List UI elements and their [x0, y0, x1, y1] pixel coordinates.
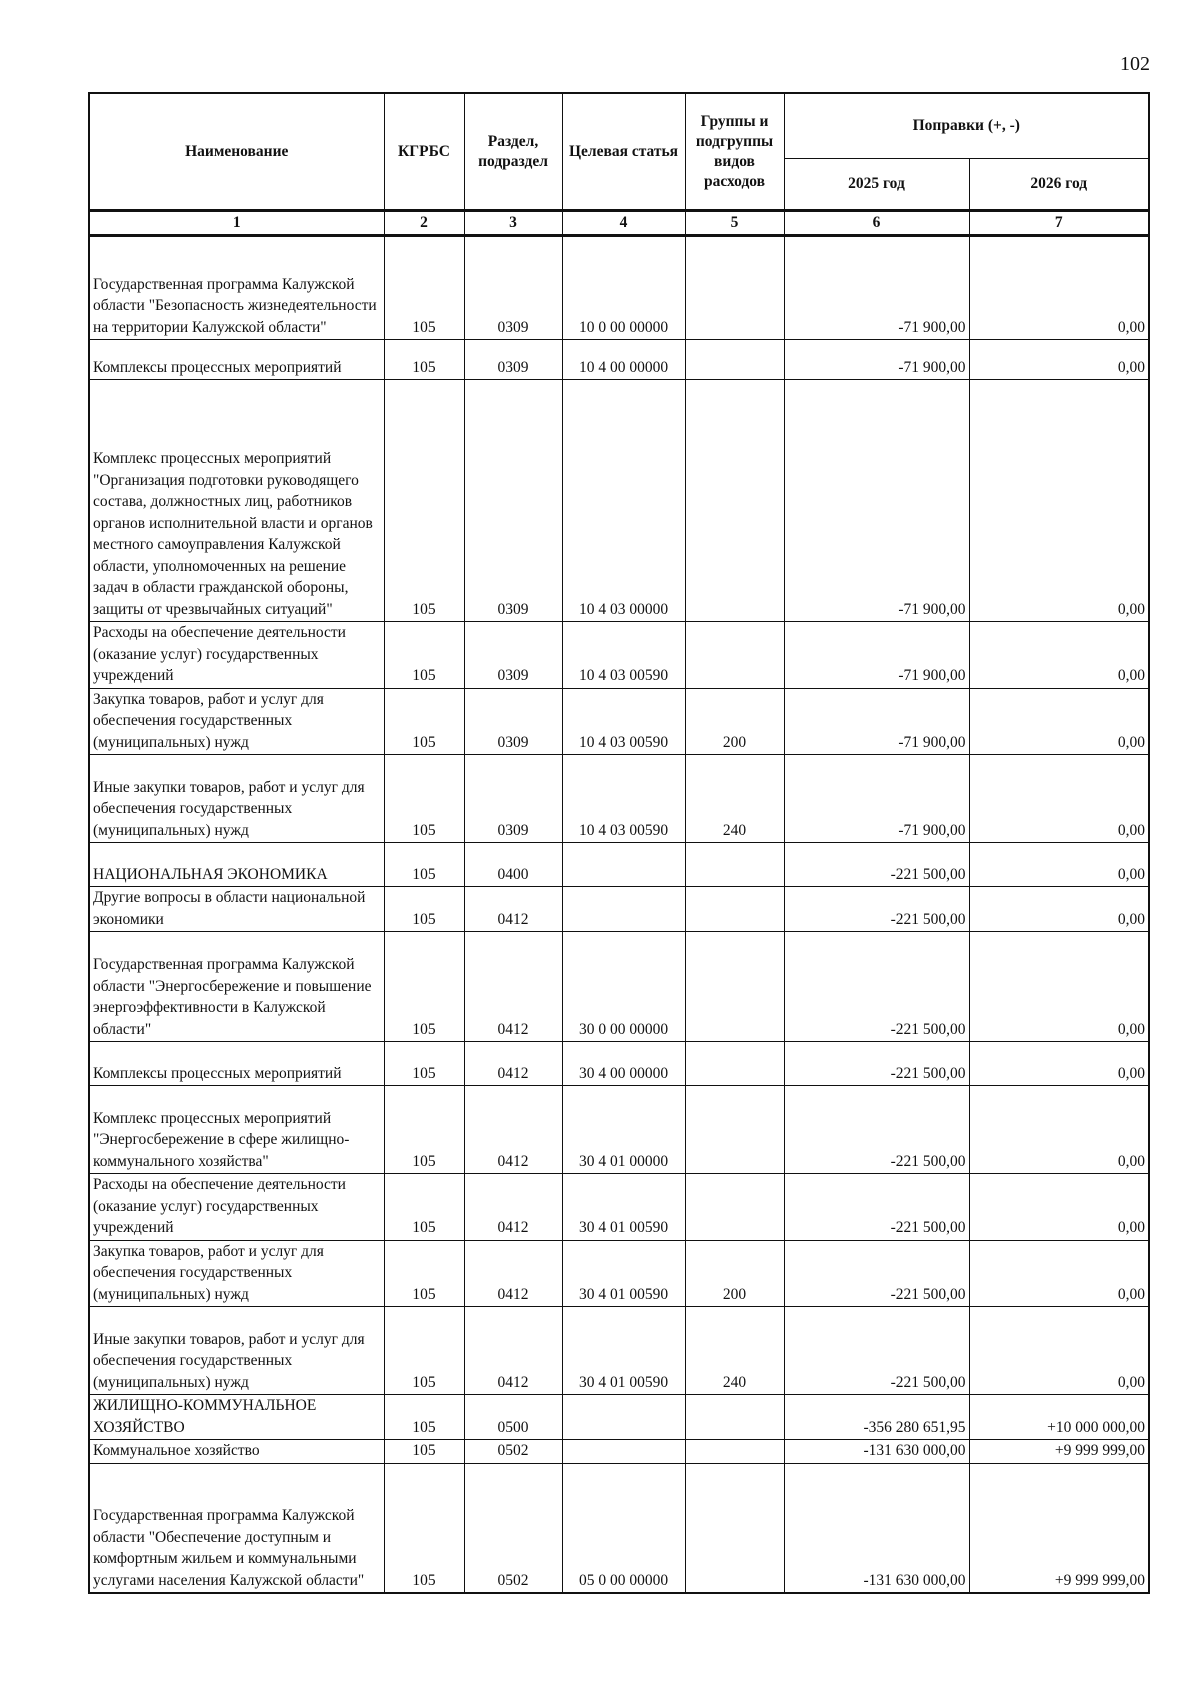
header-name: Наименование: [89, 93, 384, 211]
row-amount-2025: -356 280 651,95: [784, 1395, 969, 1440]
row-target: [562, 843, 685, 887]
row-target: 30 4 00 00000: [562, 1042, 685, 1086]
column-number: 4: [562, 211, 685, 236]
row-amount-2025: -221 500,00: [784, 1307, 969, 1395]
row-target: [562, 887, 685, 932]
table-row: [89, 1086, 1149, 1174]
table-row: [89, 755, 1149, 843]
row-amount-2025: -71 900,00: [784, 236, 969, 340]
row-target: 30 4 01 00590: [562, 1307, 685, 1395]
table-row: [89, 380, 1149, 622]
row-section: 0309: [464, 236, 562, 340]
row-name: Иные закупки товаров, работ и услуг для обеспечения государственных (муниципальных) нужд: [89, 1307, 384, 1395]
row-kgrbs: 105: [384, 1042, 464, 1086]
row-group: [685, 622, 784, 689]
table-row: [89, 1440, 1149, 1464]
header-amendments: Поправки (+, -): [784, 93, 1149, 159]
row-target: 05 0 00 00000: [562, 1463, 685, 1593]
row-amount-2025: -71 900,00: [784, 688, 969, 755]
row-group: 200: [685, 688, 784, 755]
row-amount-2025: -71 900,00: [784, 622, 969, 689]
row-section: 0412: [464, 932, 562, 1042]
row-name: Закупка товаров, работ и услуг для обеспечения государственных (муниципальных) нужд: [89, 1240, 384, 1307]
header-groups: Группы и подгруппы видов расходов: [685, 93, 784, 211]
row-amount-2026: 0,00: [969, 688, 1149, 755]
row-amount-2026: 0,00: [969, 932, 1149, 1042]
column-numbers-row: [89, 211, 1149, 236]
row-group: [685, 932, 784, 1042]
row-amount-2026: +9 999 999,00: [969, 1463, 1149, 1593]
table-row: [89, 1307, 1149, 1395]
row-amount-2025: -131 630 000,00: [784, 1463, 969, 1593]
table-row: [89, 622, 1149, 689]
column-number: 3: [464, 211, 562, 236]
table-row: [89, 1174, 1149, 1241]
row-group: [685, 843, 784, 887]
row-section: 0412: [464, 1240, 562, 1307]
row-group: [685, 1174, 784, 1241]
row-name: Другие вопросы в области национальной экономики: [89, 887, 384, 932]
row-kgrbs: 105: [384, 1240, 464, 1307]
row-group: [685, 1440, 784, 1464]
row-target: 10 4 03 00590: [562, 755, 685, 843]
row-name: Комплекс процессных мероприятий "Энергосбережение в сфере жилищно-коммунального хозяйства": [89, 1086, 384, 1174]
row-amount-2026: 0,00: [969, 236, 1149, 340]
row-name: Государственная программа Калужской области "Энергосбережение и повышение энергоэффективности в Калужской области": [89, 932, 384, 1042]
row-kgrbs: 105: [384, 340, 464, 380]
row-target: [562, 1440, 685, 1464]
row-target: 30 0 00 00000: [562, 932, 685, 1042]
row-group: [685, 236, 784, 340]
row-amount-2025: -221 500,00: [784, 1240, 969, 1307]
budget-amendments-table: [88, 92, 1150, 1594]
row-name: Государственная программа Калужской области "Безопасность жизнедеятельности на территории Калужской области": [89, 236, 384, 340]
row-group: [685, 1042, 784, 1086]
row-section: 0412: [464, 1086, 562, 1174]
row-group: [685, 1395, 784, 1440]
row-amount-2025: -221 500,00: [784, 1174, 969, 1241]
row-kgrbs: 105: [384, 688, 464, 755]
row-amount-2025: -221 500,00: [784, 1042, 969, 1086]
row-name: ЖИЛИЩНО-КОММУНАЛЬНОЕ ХОЗЯЙСТВО: [89, 1395, 384, 1440]
row-amount-2026: 0,00: [969, 1042, 1149, 1086]
row-target: 10 4 00 00000: [562, 340, 685, 380]
row-group: [685, 887, 784, 932]
column-number: 5: [685, 211, 784, 236]
table-row: [89, 1240, 1149, 1307]
row-kgrbs: 105: [384, 622, 464, 689]
column-number: 6: [784, 211, 969, 236]
column-number: 7: [969, 211, 1149, 236]
row-group: 200: [685, 1240, 784, 1307]
row-group: 240: [685, 1307, 784, 1395]
row-kgrbs: 105: [384, 755, 464, 843]
table-row: [89, 932, 1149, 1042]
row-amount-2025: -221 500,00: [784, 843, 969, 887]
row-target: 10 4 03 00590: [562, 622, 685, 689]
row-target: 10 4 03 00000: [562, 380, 685, 622]
row-section: 0412: [464, 887, 562, 932]
header-year-2025: 2025 год: [784, 159, 969, 211]
row-target: [562, 1395, 685, 1440]
row-target: 30 4 01 00590: [562, 1174, 685, 1241]
row-amount-2025: -131 630 000,00: [784, 1440, 969, 1464]
row-kgrbs: 105: [384, 887, 464, 932]
row-section: 0502: [464, 1440, 562, 1464]
row-section: 0309: [464, 340, 562, 380]
row-name: Комплекс процессных мероприятий "Организация подготовки руководящего состава, должностных лиц, работников органов исполнительной власти и органов местного самоуправления Калужской области, уполномоченных на решение задач в области гражданской обороны, защиты от чрезвычайных ситуаций": [89, 380, 384, 622]
row-kgrbs: 105: [384, 1174, 464, 1241]
row-target: 10 0 00 00000: [562, 236, 685, 340]
row-kgrbs: 105: [384, 1307, 464, 1395]
row-group: [685, 1086, 784, 1174]
row-amount-2026: 0,00: [969, 622, 1149, 689]
row-amount-2025: -71 900,00: [784, 380, 969, 622]
row-amount-2026: 0,00: [969, 755, 1149, 843]
row-section: 0309: [464, 688, 562, 755]
row-name: Расходы на обеспечение деятельности (оказание услуг) государственных учреждений: [89, 1174, 384, 1241]
table-row: [89, 688, 1149, 755]
row-amount-2025: -221 500,00: [784, 887, 969, 932]
row-group: [685, 340, 784, 380]
row-name: Комплексы процессных мероприятий: [89, 1042, 384, 1086]
row-name: Расходы на обеспечение деятельности (оказание услуг) государственных учреждений: [89, 622, 384, 689]
row-name: Закупка товаров, работ и услуг для обеспечения государственных (муниципальных) нужд: [89, 688, 384, 755]
row-name: Государственная программа Калужской области "Обеспечение доступным и комфортным жильем и коммунальными услугами населения Калужской области": [89, 1463, 384, 1593]
header-kgrbs: КГРБС: [384, 93, 464, 211]
row-kgrbs: 105: [384, 932, 464, 1042]
row-kgrbs: 105: [384, 236, 464, 340]
row-amount-2026: 0,00: [969, 1174, 1149, 1241]
table-row: [89, 1395, 1149, 1440]
header-section: Раздел, подраздел: [464, 93, 562, 211]
row-group: [685, 1463, 784, 1593]
row-amount-2025: -71 900,00: [784, 340, 969, 380]
row-amount-2026: 0,00: [969, 380, 1149, 622]
row-kgrbs: 105: [384, 843, 464, 887]
row-amount-2025: -221 500,00: [784, 1086, 969, 1174]
table-row: [89, 1463, 1149, 1593]
row-section: 0412: [464, 1042, 562, 1086]
row-name: Комплексы процессных мероприятий: [89, 340, 384, 380]
row-group: [685, 380, 784, 622]
table-body: [89, 236, 1149, 1594]
row-section: 0412: [464, 1307, 562, 1395]
row-kgrbs: 105: [384, 1395, 464, 1440]
row-amount-2026: +10 000 000,00: [969, 1395, 1149, 1440]
table-row: [89, 887, 1149, 932]
row-name: НАЦИОНАЛЬНАЯ ЭКОНОМИКА: [89, 843, 384, 887]
row-section: 0309: [464, 755, 562, 843]
row-kgrbs: 105: [384, 1463, 464, 1593]
row-target: 30 4 01 00590: [562, 1240, 685, 1307]
row-name: Коммунальное хозяйство: [89, 1440, 384, 1464]
table-row: [89, 340, 1149, 380]
row-section: 0309: [464, 380, 562, 622]
row-group: 240: [685, 755, 784, 843]
row-amount-2026: 0,00: [969, 340, 1149, 380]
row-amount-2026: 0,00: [969, 1086, 1149, 1174]
row-target: 10 4 03 00590: [562, 688, 685, 755]
row-amount-2026: 0,00: [969, 843, 1149, 887]
row-amount-2026: 0,00: [969, 887, 1149, 932]
row-section: 0309: [464, 622, 562, 689]
table-row: [89, 843, 1149, 887]
row-kgrbs: 105: [384, 1440, 464, 1464]
row-section: 0412: [464, 1174, 562, 1241]
header-year-2026: 2026 год: [969, 159, 1149, 211]
row-amount-2026: 0,00: [969, 1307, 1149, 1395]
row-amount-2025: -221 500,00: [784, 932, 969, 1042]
column-number: 2: [384, 211, 464, 236]
table-row: [89, 236, 1149, 340]
row-target: 30 4 01 00000: [562, 1086, 685, 1174]
row-section: 0500: [464, 1395, 562, 1440]
row-section: 0502: [464, 1463, 562, 1593]
table-row: [89, 1042, 1149, 1086]
page-number: 102: [1120, 53, 1150, 75]
row-name: Иные закупки товаров, работ и услуг для обеспечения государственных (муниципальных) нужд: [89, 755, 384, 843]
row-kgrbs: 105: [384, 380, 464, 622]
column-number: 1: [89, 211, 384, 236]
row-kgrbs: 105: [384, 1086, 464, 1174]
row-amount-2026: +9 999 999,00: [969, 1440, 1149, 1464]
row-amount-2026: 0,00: [969, 1240, 1149, 1307]
row-section: 0400: [464, 843, 562, 887]
header-target: Целевая статья: [562, 93, 685, 211]
row-amount-2025: -71 900,00: [784, 755, 969, 843]
